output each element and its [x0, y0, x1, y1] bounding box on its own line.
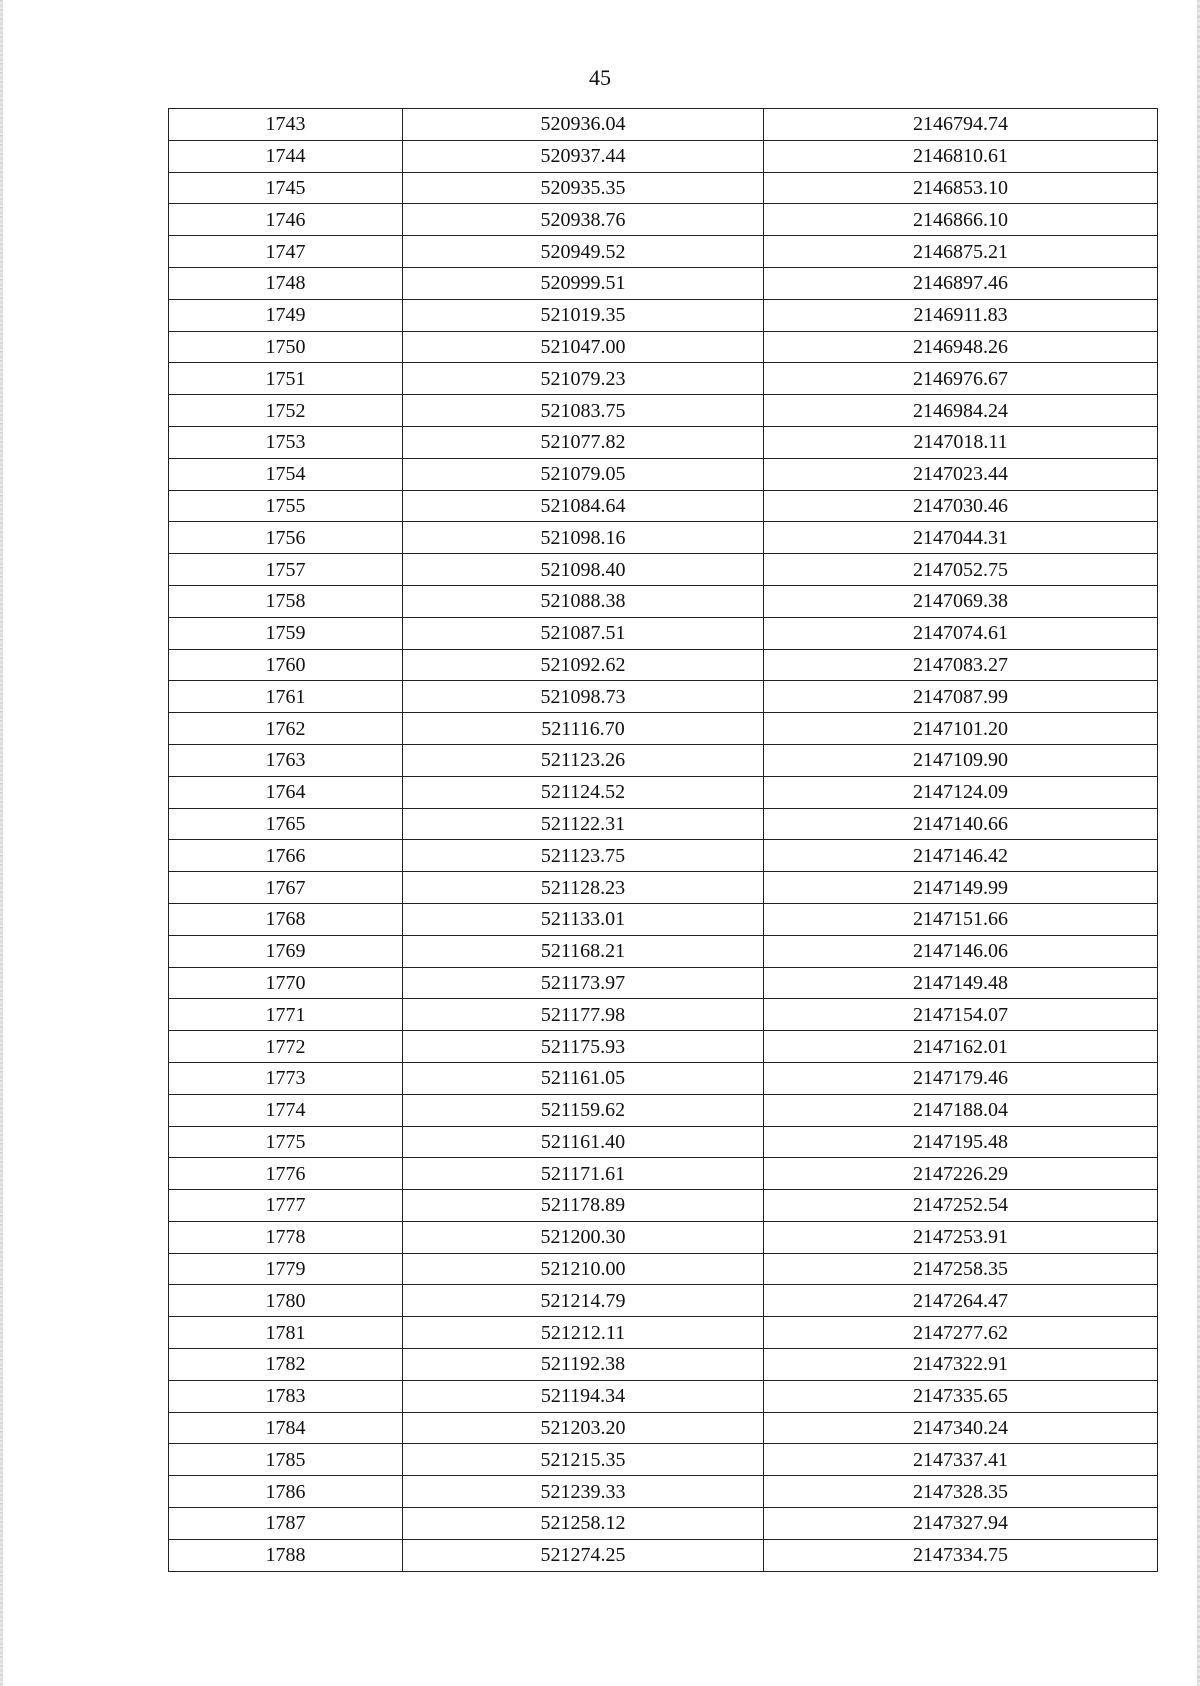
y-coordinate-cell: 2147149.48 [764, 967, 1158, 999]
x-coordinate-cell: 521079.23 [403, 363, 764, 395]
table-row [169, 522, 1158, 554]
point-number-cell: 1768 [169, 903, 403, 935]
table-row [169, 1317, 1158, 1349]
point-number-cell: 1764 [169, 776, 403, 808]
point-number-cell: 1776 [169, 1158, 403, 1190]
x-coordinate-cell: 521088.38 [403, 585, 764, 617]
table-row [169, 1444, 1158, 1476]
x-coordinate-cell: 521168.21 [403, 935, 764, 967]
point-number-cell: 1750 [169, 331, 403, 363]
x-coordinate-cell: 521159.62 [403, 1094, 764, 1126]
point-number-cell: 1749 [169, 299, 403, 331]
table-row [169, 458, 1158, 490]
y-coordinate-cell: 2147149.99 [764, 872, 1158, 904]
point-number-cell: 1785 [169, 1444, 403, 1476]
table-row [169, 903, 1158, 935]
point-number-cell: 1779 [169, 1253, 403, 1285]
coordinates-table [168, 108, 1158, 1572]
point-number-cell: 1759 [169, 617, 403, 649]
point-number-cell: 1755 [169, 490, 403, 522]
table-row [169, 1285, 1158, 1317]
x-coordinate-cell: 521192.38 [403, 1349, 764, 1381]
x-coordinate-cell: 521133.01 [403, 903, 764, 935]
y-coordinate-cell: 2147258.35 [764, 1253, 1158, 1285]
point-number-cell: 1786 [169, 1476, 403, 1508]
point-number-cell: 1778 [169, 1221, 403, 1253]
table-row [169, 617, 1158, 649]
point-number-cell: 1765 [169, 808, 403, 840]
table-row [169, 1508, 1158, 1540]
x-coordinate-cell: 520936.04 [403, 109, 764, 141]
x-coordinate-cell: 521128.23 [403, 872, 764, 904]
table-row [169, 299, 1158, 331]
x-coordinate-cell: 521203.20 [403, 1412, 764, 1444]
point-number-cell: 1746 [169, 204, 403, 236]
table-row [169, 935, 1158, 967]
x-coordinate-cell: 521019.35 [403, 299, 764, 331]
y-coordinate-cell: 2147334.75 [764, 1539, 1158, 1571]
table-row [169, 204, 1158, 236]
x-coordinate-cell: 521087.51 [403, 617, 764, 649]
y-coordinate-cell: 2146984.24 [764, 395, 1158, 427]
y-coordinate-cell: 2147101.20 [764, 713, 1158, 745]
table-row [169, 649, 1158, 681]
table-row [169, 1158, 1158, 1190]
x-coordinate-cell: 520938.76 [403, 204, 764, 236]
point-number-cell: 1780 [169, 1285, 403, 1317]
table-row [169, 808, 1158, 840]
x-coordinate-cell: 521258.12 [403, 1508, 764, 1540]
y-coordinate-cell: 2147083.27 [764, 649, 1158, 681]
y-coordinate-cell: 2147023.44 [764, 458, 1158, 490]
table-row [169, 172, 1158, 204]
x-coordinate-cell: 521079.05 [403, 458, 764, 490]
y-coordinate-cell: 2146897.46 [764, 267, 1158, 299]
x-coordinate-cell: 521124.52 [403, 776, 764, 808]
x-coordinate-cell: 521214.79 [403, 1285, 764, 1317]
y-coordinate-cell: 2146875.21 [764, 236, 1158, 268]
y-coordinate-cell: 2147030.46 [764, 490, 1158, 522]
table-row [169, 681, 1158, 713]
y-coordinate-cell: 2147264.47 [764, 1285, 1158, 1317]
table-row [169, 1380, 1158, 1412]
y-coordinate-cell: 2147124.09 [764, 776, 1158, 808]
point-number-cell: 1788 [169, 1539, 403, 1571]
table-row [169, 585, 1158, 617]
y-coordinate-cell: 2147195.48 [764, 1126, 1158, 1158]
y-coordinate-cell: 2146853.10 [764, 172, 1158, 204]
y-coordinate-cell: 2147074.61 [764, 617, 1158, 649]
y-coordinate-cell: 2147044.31 [764, 522, 1158, 554]
point-number-cell: 1744 [169, 140, 403, 172]
x-coordinate-cell: 521077.82 [403, 426, 764, 458]
point-number-cell: 1758 [169, 585, 403, 617]
x-coordinate-cell: 521274.25 [403, 1539, 764, 1571]
table-row [169, 1412, 1158, 1444]
x-coordinate-cell: 521092.62 [403, 649, 764, 681]
table-row [169, 872, 1158, 904]
scan-edge-left [0, 0, 3, 1686]
x-coordinate-cell: 521047.00 [403, 331, 764, 363]
x-coordinate-cell: 521171.61 [403, 1158, 764, 1190]
x-coordinate-cell: 521098.16 [403, 522, 764, 554]
y-coordinate-cell: 2147069.38 [764, 585, 1158, 617]
y-coordinate-cell: 2146810.61 [764, 140, 1158, 172]
table-row [169, 395, 1158, 427]
point-number-cell: 1756 [169, 522, 403, 554]
y-coordinate-cell: 2147327.94 [764, 1508, 1158, 1540]
y-coordinate-cell: 2147252.54 [764, 1190, 1158, 1222]
x-coordinate-cell: 521178.89 [403, 1190, 764, 1222]
table-row [169, 713, 1158, 745]
y-coordinate-cell: 2146794.74 [764, 109, 1158, 141]
x-coordinate-cell: 521083.75 [403, 395, 764, 427]
y-coordinate-cell: 2147340.24 [764, 1412, 1158, 1444]
y-coordinate-cell: 2147277.62 [764, 1317, 1158, 1349]
table-row [169, 840, 1158, 872]
point-number-cell: 1767 [169, 872, 403, 904]
point-number-cell: 1757 [169, 554, 403, 586]
y-coordinate-cell: 2146976.67 [764, 363, 1158, 395]
x-coordinate-cell: 521122.31 [403, 808, 764, 840]
x-coordinate-cell: 521177.98 [403, 999, 764, 1031]
x-coordinate-cell: 521084.64 [403, 490, 764, 522]
point-number-cell: 1766 [169, 840, 403, 872]
x-coordinate-cell: 520949.52 [403, 236, 764, 268]
point-number-cell: 1747 [169, 236, 403, 268]
x-coordinate-cell: 521123.75 [403, 840, 764, 872]
table-row [169, 1031, 1158, 1063]
point-number-cell: 1752 [169, 395, 403, 427]
table-row [169, 744, 1158, 776]
table-row [169, 236, 1158, 268]
table-row [169, 1062, 1158, 1094]
table-row [169, 331, 1158, 363]
x-coordinate-cell: 521175.93 [403, 1031, 764, 1063]
table-row [169, 1126, 1158, 1158]
y-coordinate-cell: 2147146.06 [764, 935, 1158, 967]
point-number-cell: 1777 [169, 1190, 403, 1222]
point-number-cell: 1784 [169, 1412, 403, 1444]
point-number-cell: 1743 [169, 109, 403, 141]
y-coordinate-cell: 2147226.29 [764, 1158, 1158, 1190]
table-row [169, 140, 1158, 172]
y-coordinate-cell: 2147087.99 [764, 681, 1158, 713]
x-coordinate-cell: 521200.30 [403, 1221, 764, 1253]
point-number-cell: 1748 [169, 267, 403, 299]
point-number-cell: 1771 [169, 999, 403, 1031]
x-coordinate-cell: 521098.73 [403, 681, 764, 713]
x-coordinate-cell: 521161.05 [403, 1062, 764, 1094]
x-coordinate-cell: 520999.51 [403, 267, 764, 299]
page-number: 45 [589, 65, 611, 90]
table-row [169, 363, 1158, 395]
point-number-cell: 1761 [169, 681, 403, 713]
point-number-cell: 1772 [169, 1031, 403, 1063]
x-coordinate-cell: 521098.40 [403, 554, 764, 586]
point-number-cell: 1774 [169, 1094, 403, 1126]
y-coordinate-cell: 2146948.26 [764, 331, 1158, 363]
table-row [169, 490, 1158, 522]
y-coordinate-cell: 2147337.41 [764, 1444, 1158, 1476]
table-row [169, 1253, 1158, 1285]
y-coordinate-cell: 2147018.11 [764, 426, 1158, 458]
x-coordinate-cell: 521194.34 [403, 1380, 764, 1412]
y-coordinate-cell: 2147188.04 [764, 1094, 1158, 1126]
y-coordinate-cell: 2147162.01 [764, 1031, 1158, 1063]
y-coordinate-cell: 2146911.83 [764, 299, 1158, 331]
point-number-cell: 1754 [169, 458, 403, 490]
x-coordinate-cell: 521215.35 [403, 1444, 764, 1476]
point-number-cell: 1773 [169, 1062, 403, 1094]
x-coordinate-cell: 521173.97 [403, 967, 764, 999]
coordinates-table-body [169, 109, 1158, 1572]
point-number-cell: 1787 [169, 1508, 403, 1540]
x-coordinate-cell: 521210.00 [403, 1253, 764, 1285]
y-coordinate-cell: 2147179.46 [764, 1062, 1158, 1094]
x-coordinate-cell: 521123.26 [403, 744, 764, 776]
table-row [169, 554, 1158, 586]
point-number-cell: 1781 [169, 1317, 403, 1349]
table-row [169, 999, 1158, 1031]
point-number-cell: 1745 [169, 172, 403, 204]
x-coordinate-cell: 521161.40 [403, 1126, 764, 1158]
table-row [169, 426, 1158, 458]
point-number-cell: 1775 [169, 1126, 403, 1158]
y-coordinate-cell: 2147335.65 [764, 1380, 1158, 1412]
y-coordinate-cell: 2147151.66 [764, 903, 1158, 935]
x-coordinate-cell: 521212.11 [403, 1317, 764, 1349]
table-row [169, 967, 1158, 999]
table-row [169, 1476, 1158, 1508]
x-coordinate-cell: 520935.35 [403, 172, 764, 204]
x-coordinate-cell: 520937.44 [403, 140, 764, 172]
y-coordinate-cell: 2147154.07 [764, 999, 1158, 1031]
table-row [169, 1349, 1158, 1381]
point-number-cell: 1753 [169, 426, 403, 458]
point-number-cell: 1762 [169, 713, 403, 745]
point-number-cell: 1770 [169, 967, 403, 999]
point-number-cell: 1782 [169, 1349, 403, 1381]
point-number-cell: 1760 [169, 649, 403, 681]
table-row [169, 1221, 1158, 1253]
y-coordinate-cell: 2147052.75 [764, 554, 1158, 586]
point-number-cell: 1769 [169, 935, 403, 967]
x-coordinate-cell: 521116.70 [403, 713, 764, 745]
y-coordinate-cell: 2147322.91 [764, 1349, 1158, 1381]
table-row [169, 109, 1158, 141]
point-number-cell: 1783 [169, 1380, 403, 1412]
y-coordinate-cell: 2147253.91 [764, 1221, 1158, 1253]
table-row [169, 267, 1158, 299]
table-row [169, 1190, 1158, 1222]
y-coordinate-cell: 2147140.66 [764, 808, 1158, 840]
table-row [169, 776, 1158, 808]
x-coordinate-cell: 521239.33 [403, 1476, 764, 1508]
table-row [169, 1094, 1158, 1126]
y-coordinate-cell: 2146866.10 [764, 204, 1158, 236]
y-coordinate-cell: 2147109.90 [764, 744, 1158, 776]
table-row [169, 1539, 1158, 1571]
y-coordinate-cell: 2147328.35 [764, 1476, 1158, 1508]
point-number-cell: 1763 [169, 744, 403, 776]
point-number-cell: 1751 [169, 363, 403, 395]
y-coordinate-cell: 2147146.42 [764, 840, 1158, 872]
